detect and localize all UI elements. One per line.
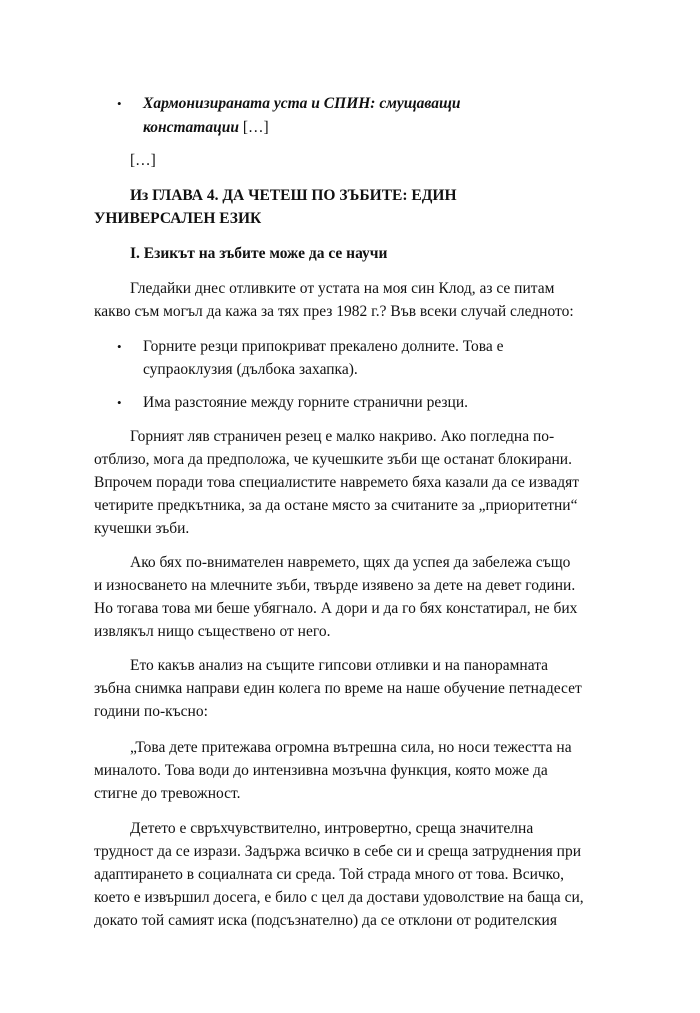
quote-line-2: миналото. Това води до интензивна мозъчна функция, която може да: [94, 762, 548, 779]
paragraph-5-line-3: адаптирането в социалната си среда. Той страда много от това. Всичко,: [94, 866, 565, 883]
top-bullet-ellipsis: […]: [238, 119, 269, 136]
paragraph-2-line-4: четирите предкътника, за да остане място за считаните за „приоритетни“: [94, 497, 578, 514]
ellipsis-marker: […]: [130, 152, 156, 169]
paragraph-4-line-1: Ето какъв анализ на същите гипсови отливки и на панорамната: [130, 657, 549, 674]
paragraph-2-line-5: кучешки зъби.: [94, 520, 190, 537]
bullet-1-line-1: Горните резци припокриват прекалено долните. Това е: [143, 338, 504, 355]
paragraph-1-line-1: Гледайки днес отливките от устата на моя син Клод, аз се питам: [130, 280, 555, 297]
paragraph-5-line-4: което е извършил досега, е било с цел да достави удоволствие на баща си,: [94, 889, 584, 906]
bullet-marker: •: [117, 339, 122, 354]
quote-line-3: стигне до тревожност.: [94, 785, 241, 802]
paragraph-2-line-1: Горният ляв страничен резец е малко накриво. Ако погледна по-: [130, 428, 555, 445]
quote-line-1: „Това дете притежава огромна вътрешна сила, но носи тежестта на: [130, 739, 572, 756]
paragraph-2-line-2: отблизо, мога да предположа, че кучешките зъби ще останат блокирани.: [94, 451, 572, 468]
section-heading: I. Езикът на зъбите може да се научи: [130, 245, 388, 262]
bullet-2-line-1: Има разстояние между горните странични резци.: [143, 394, 469, 411]
top-bullet-bold-word: констатации: [143, 119, 239, 136]
paragraph-3-line-1: Ако бях по-внимателен навремето, щях да успея да забележа също: [130, 554, 571, 571]
top-bullet-line-2: [143, 116, 269, 141]
paragraph-5-line-1: Детето е свръхчувствително, интровертно, среща значителна: [130, 820, 534, 837]
paragraph-1-line-2: какво съм могъл да кажа за тях през 1982 г.? Във всеки случай следното:: [94, 303, 574, 320]
paragraph-3-line-3: Но тогава това ми беше убягнало. А дори и да го бях констатирал, не бих: [94, 600, 578, 617]
chapter-heading-line-2: УНИВЕРСАЛЕН ЕЗИК: [94, 210, 262, 227]
bullet-1-line-2: супраоклузия (дълбока захапка).: [143, 361, 358, 378]
paragraph-5-line-2: трудност да се изрази. Задържа всичко в себе си и среща затруднения при: [94, 843, 582, 860]
bullet-marker: •: [117, 96, 122, 111]
paragraph-5-line-5: докато той самият иска (подсъзнателно) да се отклони от родителския: [94, 912, 557, 929]
paragraph-3-line-2: и износването на млечните зъби, твърде изявено за дете на девет години.: [94, 577, 576, 594]
paragraph-2-line-3: Впрочем поради това специалистите навремето бяха казали да се извадят: [94, 474, 579, 491]
paragraph-4-line-2: зъбна снимка направи един колега по време на наше обучение петнадесет: [94, 680, 582, 697]
top-bullet-line-1: Хармонизираната уста и СПИН: смущаващи: [143, 95, 461, 112]
chapter-heading-line-1: Из ГЛАВА 4. ДА ЧЕТЕШ ПО ЗЪБИТЕ: ЕДИН: [130, 187, 457, 204]
paragraph-3-line-4: извлякъл нищо съществено от него.: [94, 623, 331, 640]
paragraph-4-line-3: години по-късно:: [94, 703, 208, 720]
bullet-marker: •: [117, 395, 122, 410]
